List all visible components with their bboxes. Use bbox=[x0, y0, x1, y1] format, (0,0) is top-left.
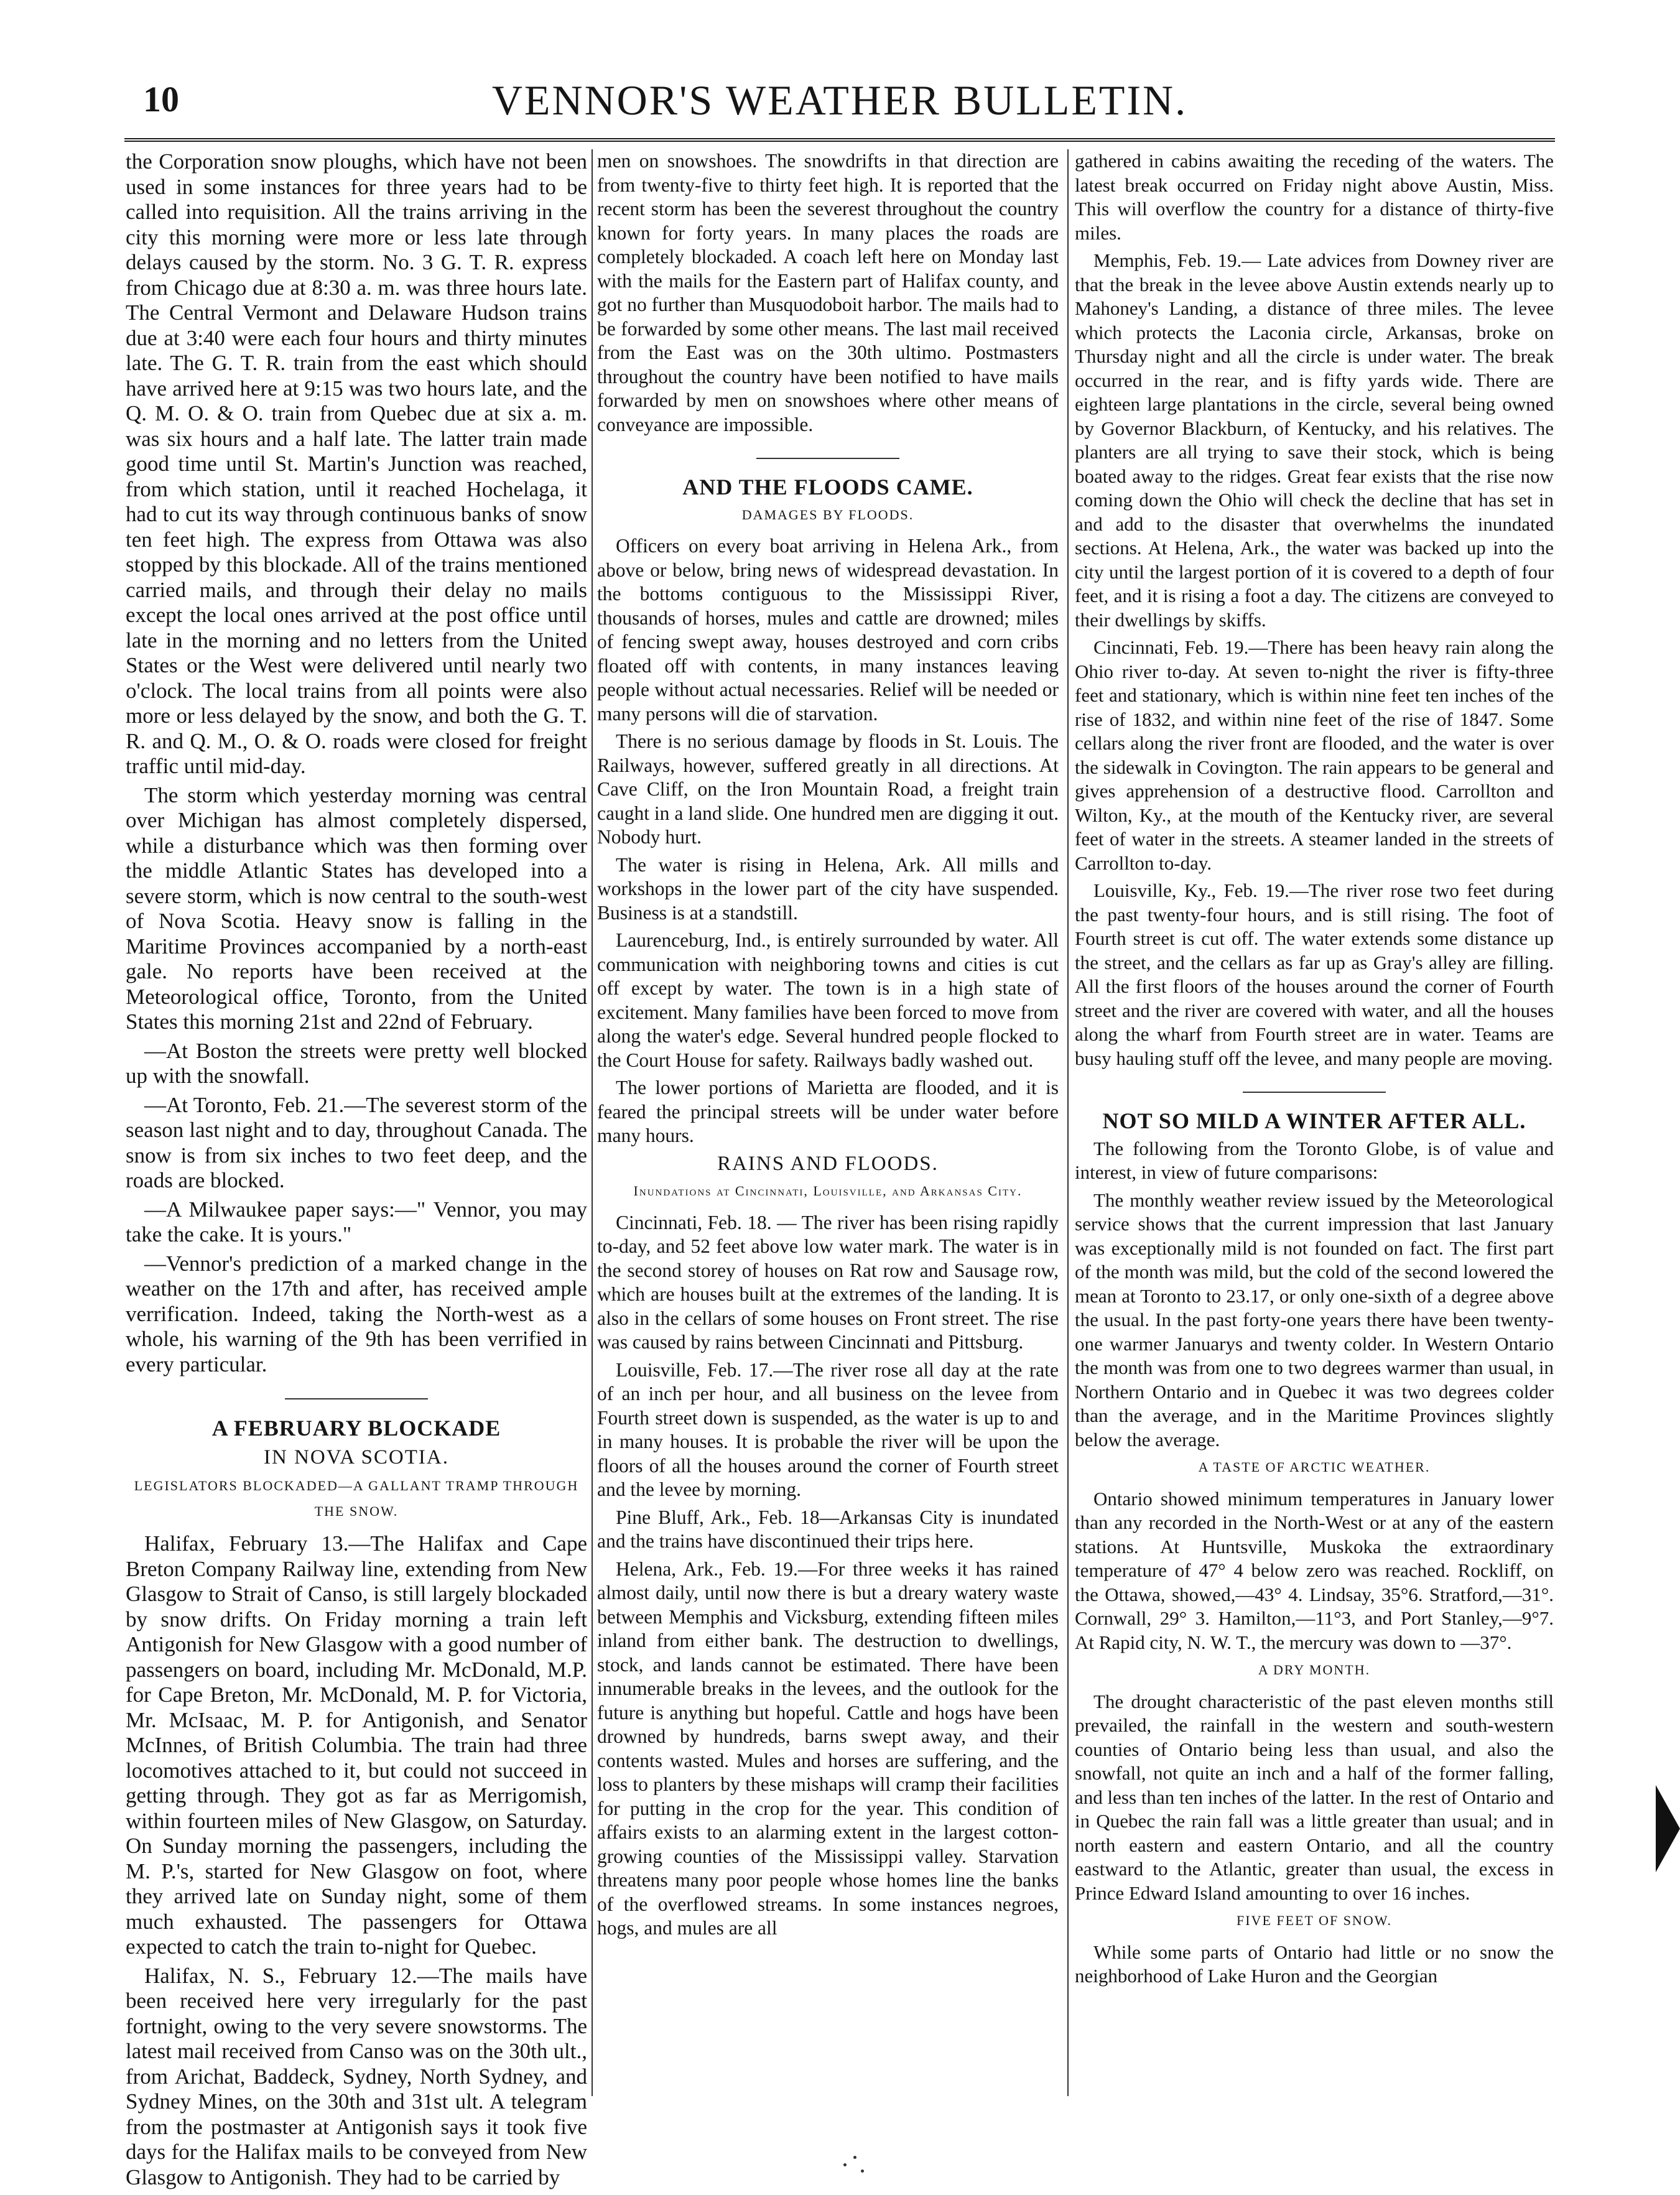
article-headline: AND THE FLOODS CAME. bbox=[682, 475, 973, 499]
paragraph: Officers on every boat arriving in Helena Ark., from above or below, bring news of widespread devastation. In the bottoms contiguous to the Mississippi River, thousands of horses, mules and cattle are drowned; miles of fencing swept away, houses destroyed and corn cribs floated off with contents, in many instances leaving people without actual necessaries. Relief will be needed or many persons will die of starvation. bbox=[597, 535, 1059, 725]
paragraph: Cincinnati, Feb. 19.—There has been heavy rain along the Ohio river to-day. At seven to-night the river is fifty-three feet and stationary, which is within nine feet ten inches of the rise of 1832, and within nine feet of the rise of 1847. Some cellars along the river front are flooded, and the water is over the sidewalk in Covington. The rain appears to be general and gives apprehension of a destructive flood. Carrollton and Wilton, Ky., at the mouth of the Kentucky river, are several feet of water in the streets. A steamer landed in the streets of Carrollton to-day. bbox=[1075, 636, 1554, 874]
page-number: 10 bbox=[143, 79, 179, 119]
article-headline: A FEBRUARY BLOCKADE bbox=[211, 1416, 501, 1441]
section-separator bbox=[285, 1398, 428, 1399]
paragraph: Cincinnati, Feb. 18. — The river has been rising rapidly to-day, and 52 feet above low water mark. The water is in the second storey of houses on Rat row and Sausage row, which are houses built at the extremes of the landing. It is also in the cellars of some houses on Front street. The rise was caused by rains between Cincinnati and Pittsburg. bbox=[597, 1211, 1059, 1353]
paragraph: —At Toronto, Feb. 21.—The severest storm of the season last night and to day, throughout Canada. The snow is from six inches to two feet deep, and the roads are blocked. bbox=[126, 1092, 587, 1192]
paragraph: Louisville, Feb. 17.—The river rose all day at the rate of an inch per hour, and all business on the levee from Fourth street down is suspended, as the water is up to and in many houses. It is probable the river will be upon the floors of all the houses around the corner of Fourth street and the levee by morning. bbox=[597, 1358, 1059, 1500]
paragraph: gathered in cabins awaiting the receding of the waters. The latest break occurred on Friday night above Austin, Miss. This will overflow the country for a distance of thirty-five miles. bbox=[1075, 150, 1554, 244]
column-3 bbox=[1075, 149, 1554, 2096]
print-speck bbox=[861, 2169, 864, 2173]
paragraph: While some parts of Ontario had little or no snow the neighborhood of Lake Huron and the Georgian bbox=[1075, 1941, 1554, 1987]
section-subheading: A DRY MONTH. bbox=[1258, 1662, 1371, 1678]
paragraph: The lower portions of Marietta are flooded, and it is feared the principal streets will be under water before many hours. bbox=[597, 1077, 1059, 1146]
column-rule bbox=[1067, 149, 1069, 2096]
article-headline: RAINS AND FLOODS. bbox=[717, 1152, 939, 1175]
section-separator bbox=[1243, 1092, 1386, 1093]
paragraph: The storm which yesterday morning was central over Michigan has almost completely dispersed, while a disturbance which was then forming over the middle Atlantic States has developed into a severe storm, which is now central to the south-west of Nova Scotia. Heavy snow is falling in the Maritime Provinces accompanied by a north-east gale. No reports have been received at the Meteorological office, Toronto, from the United States this morning 21st and 22nd of February. bbox=[126, 782, 587, 1034]
column-2 bbox=[597, 149, 1059, 2096]
paragraph: There is no serious damage by floods in St. Louis. The Railways, however, suffered greatly in all directions. At Cave Cliff, on the Iron Mountain Road, a freight train caught in a land slide. One hundred men are digging it out. Nobody hurt. bbox=[597, 730, 1059, 848]
paragraph: Louisville, Ky., Feb. 19.—The river rose two feet during the past twenty-four hours, and is still rising. The foot of Fourth street is cut off. The water extends some distance up the street, and the cellars as far up as Gray's alley are filling. All the first floors of the houses around the corner of Fourth street and the river are covered with water, and all the houses along the wharf from Fourth street are in water. Teams are busy hauling stuff off the levee, and many people are moving. bbox=[1075, 879, 1554, 1069]
print-speck bbox=[853, 2156, 856, 2159]
article-headline: NOT SO MILD A WINTER AFTER ALL. bbox=[1102, 1108, 1526, 1133]
paragraph: Ontario showed minimum temperatures in January lower than any recorded in the North-West or at any of the eastern stations. At Huntsville, Muskoka the extraordinary temperature of 47° 4 below zero was reached. Rockliff, on the Ottawa, showed,—43° 4. Lindsay, 35°6. Stratford,—31°. Cornwall, 29° 3. Hamilton,—11°3, and Port Stanley,—9°7. At Rapid city, N. W. T., the mercury was down to —37°. bbox=[1075, 1487, 1554, 1653]
paragraph: The following from the Toronto Globe, is of value and interest, in view of future comparisons: bbox=[1075, 1137, 1554, 1183]
paragraph: Helena, Ark., Feb. 19.—For three weeks it has rained almost daily, until now there is but a dreary watery waste between Memphis and Vicksburg, extending fifteen miles inland from either bank. The destruction to dwellings, stock, and lands cannot be estimated. There have been innumerable breaks in the levees, and the outlook for the future is anything but hopeful. Cattle and hogs have been drowned by hundreds, barns swept away, and their contents wasted. Mules and horses are suffering, and the loss to planters by these mishaps will cramp their facilities for putting in the crop for the year. This condition of affairs exists to an alarming extent in the largest cotton-growing counties of the Mississippi valley. Starvation threatens many poor people whose homes line the banks of the overflowed streams. In some instances negroes, hogs, and mules are all bbox=[597, 1557, 1059, 1939]
paragraph: Memphis, Feb. 19.— Late advices from Downey river are that the break in the levee above Austin extends nearly up to Mahoney's Landing, a distance of three miles. The levee which protects the Laconia circle, Arkansas, broke on Thursday night and all the circle is under water. The break occurred in the rear, and is fifty yards wide. There are eighteen large plantations in the circle, several being owned by Governor Blackburn, of Kentucky, and his relatives. The planters are all trying to save their stock, which is being boated away to the ridges. Great fear exists that the rise now coming down the Ohio will check the decline that has set in and add to the disaster that overwhelms the inundated sections. At Helena, Ark., the water was backed up into the city until the largest portion of it is covered to a depth of four feet, and it is rising a foot a day. The citizens are conveyed to their dwellings by skiffs. bbox=[1075, 249, 1554, 631]
print-speck bbox=[843, 2163, 847, 2166]
article-deck: LEGISLATORS BLOCKADED—A GALLANT TRAMP THROUGH THE SNOW. bbox=[134, 1478, 579, 1519]
paragraph: —Vennor's prediction of a marked change in the weather on the 17th and after, has received ample verrification. Indeed, taking the North-west as a whole, his warning of the 9th has been verrified in every particular. bbox=[126, 1251, 587, 1376]
paragraph: the Corporation snow ploughs, which have not been used in some instances for three years had to be called into requisition. All the trains arriving in the city this morning were more or less late through delays caused by the storm. No. 3 G. T. R. express from Chicago due at 8:30 a. m. was three hours late. The Central Vermont and Delaware Hudson trains due at 3:40 were each four hours and thirty minutes late. The G. T. R. train from the east which should have arrived here at 9:15 was two hours late, and the Q. M. O. & O. train from Quebec due at six a. m. was six hours and a half late. The latter train made good time until St. Martin's Junction was reached, from which station, until it reached Hochelaga, it had to cut its way through continuous banks of snow ten feet high. The express from Ottawa was also stopped by this blockade. All of the trains mentioned carried mails, and through their delay no mails except the local ones arrived at the post office until late in the morning and no letters from the United States or the West were delivered until nearly two o'clock. The local trains from all points were also more or less delayed by the snow, and both the G. T. R. and Q. M., O. & O. roads were closed for freight traffic until mid-day. bbox=[126, 149, 587, 778]
paragraph: The monthly weather review issued by the Meteorological service shows that the current impression that last January was exceptionally mild is not founded on fact. The first part of the month was mild, but the cold of the second lowered the mean at Toronto to 23.17, or only one-sixth of a degree above the usual. In the past forty-one years there have been twenty-one warmer Januarys and twenty colder. In Western Ontario the month was from one to two degrees warmer than usual, in Northern Ontario and in Quebec it was two degrees colder than the average, and in the Maritime Provinces slightly below the average. bbox=[1075, 1189, 1554, 1450]
paragraph: men on snowshoes. The snowdrifts in that direction are from twenty-five to thirty feet high. It is reported that the recent storm has been the severest throughout the country known for forty years. In many places the roads are completely blockaded. A coach left here on Monday last with the mails for the Eastern part of Halifax county, and got no further than Musquodoboit harbor. The mails had to be forwarded by some other means. The last mail received from the East was on the 30th ultimo. Postmasters throughout the country have been notified to have mails forwarded by men on snowshoes where other means of conveyance are impossible. bbox=[597, 150, 1059, 435]
ink-blot-mark bbox=[1656, 1785, 1680, 1872]
section-subheading: FIVE FEET OF SNOW. bbox=[1237, 1913, 1392, 1928]
paragraph: The drought characteristic of the past eleven months still prevailed, the rainfall in the western and south-western counties of Ontario being less than usual, and also the snowfall, not quite an inch and a half of the former falling, and less than ten inches of the latter. In the rest of Ontario and in Quebec the rain fall was a little greater than usual; and in north eastern and eastern Ontario, and all the country eastward to the Atlantic, greater than usual, the excess in Prince Edward Island amounting to over 16 inches. bbox=[1075, 1690, 1554, 1904]
article-deck: DAMAGES BY FLOODS. bbox=[741, 506, 914, 522]
paragraph: —At Boston the streets were pretty well blocked up with the snowfall. bbox=[126, 1038, 587, 1088]
masthead-rule bbox=[124, 138, 1555, 142]
column-rule bbox=[592, 149, 593, 2096]
section-separator bbox=[756, 458, 899, 459]
paragraph: —A Milwaukee paper says:—" Vennor, you may take the cake. It is yours." bbox=[126, 1197, 587, 1246]
paragraph: The water is rising in Helena, Ark. All mills and workshops in the lower part of the city have suspended. Business is at a standstill. bbox=[597, 853, 1059, 924]
article-deck: Inundations at Cincinnati, Louisville, and Arkansas City. bbox=[633, 1183, 1023, 1199]
paragraph: Pine Bluff, Ark., Feb. 18—Arkansas City is inundated and the trains have discontinued their trips here. bbox=[597, 1506, 1059, 1552]
running-title: VENNOR'S WEATHER BULLETIN. bbox=[491, 77, 1188, 124]
section-subheading: A TASTE OF ARCTIC WEATHER. bbox=[1198, 1459, 1431, 1475]
paragraph: Laurenceburg, Ind., is entirely surrounded by water. All communication with neighboring towns and cities is cut off except by water. The town is in a high state of excitement. Many families have been forced to move from along the water's edge. Several hundred people flocked to the Court House for safety. Railways badly washed out. bbox=[597, 929, 1059, 1071]
paragraph: Halifax, N. S., February 12.—The mails have been received here very irregularly for the past fortnight, owing to the very severe snowstorms. The latest mail received from Canso was on the 30th ult., from Arichat, Baddeck, Sydney, North Sydney, and Sydney Mines, on the 30th and 31st ult. A telegram from the postmaster at Antigonish says it took five days for the Halifax mails to be conveyed from New Glasgow to Antigonish. They had to be carried by bbox=[126, 1963, 587, 2189]
masthead bbox=[124, 73, 1555, 142]
article-subheadline: IN NOVA SCOTIA. bbox=[264, 1446, 449, 1469]
paragraph: Halifax, February 13.—The Halifax and Cape Breton Company Railway line, extending from New Glasgow to Strait of Canso, is still largely blockaded by snow drifts. On Friday morning a train left Antigonish for New Glasgow with a good number of passengers on board, including Mr. McDonald, M.P. for Cape Breton, Mr. McDonald, M. P. for Victoria, Mr. McIsaac, M. P. for Antigonish, and Senator McInnes, of British Columbia. The train had three locomotives attached to it, but could not succeed in getting through. They got as far as Merrigomish, within fourteen miles of New Glasgow, on Saturday. On Sunday morning the passengers, including the M. P.'s, started for New Glasgow on foot, where they arrived late on Sunday night, some of them much exhausted. The passengers for Ottawa expected to catch the train to-night for Quebec. bbox=[126, 1531, 587, 1959]
column-1 bbox=[126, 149, 587, 2189]
